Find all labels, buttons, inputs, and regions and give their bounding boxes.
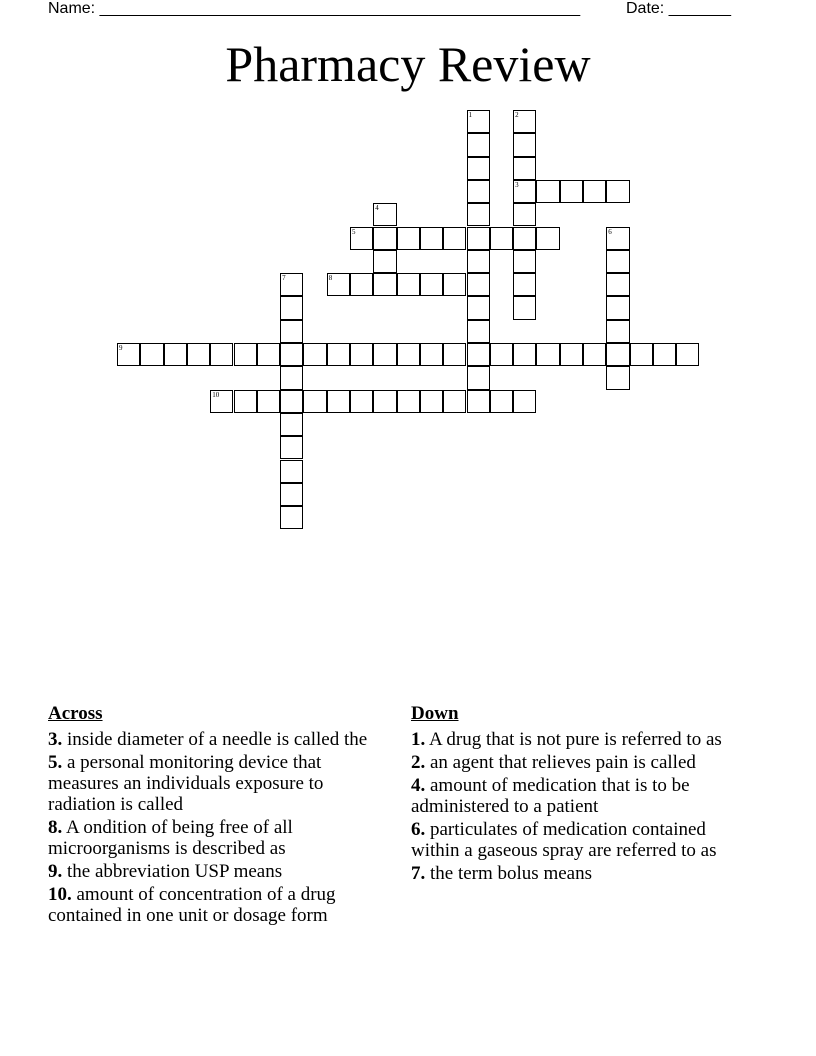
grid-cell[interactable] [513,110,536,133]
grid-cell[interactable] [606,320,629,343]
down-clue [411,729,751,750]
grid-cell[interactable] [606,227,629,250]
cell-number: 8 [328,274,333,283]
cell-number: 6 [608,227,612,236]
clue-text: A drug that is not pure is referred to as [425,729,722,750]
grid-cell[interactable] [280,483,303,506]
grid-cell[interactable] [490,390,513,413]
clue-number: 3. [48,729,63,750]
clue-text: A ondition of being free of all microorganisms is described as [48,817,293,859]
grid-cell[interactable] [606,296,629,319]
grid-cell[interactable] [630,343,653,366]
grid-cell[interactable] [606,250,629,273]
grid-cell[interactable] [467,343,490,366]
grid-cell[interactable] [513,296,536,319]
grid-cell[interactable] [560,343,583,366]
grid-cell[interactable] [606,180,629,203]
clue-text: an agent that relieves pain is called [425,752,696,773]
grid-cell[interactable] [117,343,140,366]
grid-cell[interactable] [373,273,396,296]
grid-cell[interactable] [443,343,466,366]
grid-cell[interactable] [467,320,490,343]
down-heading: Down [411,703,459,724]
grid-cell[interactable] [303,390,326,413]
grid-cell[interactable] [303,343,326,366]
grid-cell[interactable] [513,227,536,250]
grid-cell[interactable] [467,273,490,296]
grid-cell[interactable] [420,273,443,296]
clue-number: 9. [48,861,63,882]
grid-cell[interactable] [443,227,466,250]
down-clues [411,702,751,886]
grid-cell[interactable] [280,273,303,296]
grid-cell[interactable] [164,343,187,366]
grid-cell[interactable] [606,366,629,389]
grid-cell[interactable] [560,180,583,203]
grid-cell[interactable] [327,390,350,413]
grid-cell[interactable] [234,343,257,366]
grid-cell[interactable] [513,157,536,180]
down-clue [411,775,751,817]
grid-cell[interactable] [397,273,420,296]
grid-cell[interactable] [280,296,303,319]
cell-number: 7 [282,274,286,283]
grid-cell[interactable] [467,110,490,133]
grid-cell[interactable] [467,250,490,273]
grid-cell[interactable] [373,390,396,413]
grid-cell[interactable] [467,296,490,319]
grid-cell[interactable] [513,343,536,366]
cell-number: 10 [212,390,220,399]
across-clues [48,702,378,928]
clue-text: particulates of medication contained within a gaseous spray are referred to as [411,819,717,861]
grid-cell[interactable] [467,157,490,180]
grid-cell[interactable] [397,343,420,366]
grid-cell[interactable] [583,343,606,366]
clue-text: amount of medication that is to be administered to a patient [411,775,690,817]
date-field[interactable]: Date: _______ [626,0,731,17]
clue-text: the term bolus means [425,863,592,884]
grid-cell[interactable] [606,343,629,366]
grid-cell[interactable] [210,343,233,366]
cell-number: 2 [515,111,519,119]
clue-text: the abbreviation USP means [62,861,283,882]
across-clue [48,884,378,926]
grid-cell[interactable] [513,250,536,273]
grid-cell[interactable] [280,343,303,366]
grid-cell[interactable] [350,273,373,296]
clue-number: 2. [411,752,426,773]
grid-cell[interactable] [280,436,303,459]
grid-cell[interactable] [420,227,443,250]
grid-cell[interactable] [280,366,303,389]
across-clue [48,752,378,815]
grid-cell[interactable] [257,390,280,413]
grid-cell[interactable] [280,413,303,436]
grid-cell[interactable] [467,227,490,250]
grid-cell[interactable] [513,180,536,203]
clue-text: amount of concentration of a drug contained in one unit or dosage form [48,884,336,926]
grid-cell[interactable] [536,227,559,250]
clue-number: 10. [48,884,72,905]
grid-cell[interactable] [536,180,559,203]
grid-cell[interactable] [467,180,490,203]
grid-cell[interactable] [490,343,513,366]
across-heading: Across [48,703,103,724]
clue-number: 1. [411,729,426,750]
cell-number: 9 [119,344,123,352]
grid-cell[interactable] [280,320,303,343]
grid-cell[interactable] [327,273,350,296]
grid-cell[interactable] [676,343,699,366]
grid-cell[interactable] [467,203,490,226]
grid-cell[interactable] [210,390,233,413]
down-clue [411,752,751,773]
grid-cell[interactable] [653,343,676,366]
grid-cell[interactable] [420,390,443,413]
grid-cell[interactable] [140,343,163,366]
grid-cell[interactable] [373,250,396,273]
grid-cell[interactable] [257,343,280,366]
grid-cell[interactable] [536,343,559,366]
grid-cell[interactable] [490,227,513,250]
grid-cell[interactable] [350,227,373,250]
grid-cell[interactable] [467,390,490,413]
grid-cell[interactable] [373,343,396,366]
cell-number: 1 [468,111,472,119]
grid-cell[interactable] [513,390,536,413]
grid-cell[interactable] [513,133,536,156]
down-clue [411,819,751,861]
clue-text: inside diameter of a needle is called the [62,729,368,750]
name-field[interactable]: Name: ______________________________________________________ [48,0,581,17]
grid-cell[interactable] [280,390,303,413]
grid-cell[interactable] [280,460,303,483]
grid-cell[interactable] [443,273,466,296]
clue-number: 6. [411,819,426,840]
grid-cell[interactable] [443,390,466,413]
page-title: Pharmacy Review [225,36,591,92]
grid-cell[interactable] [397,390,420,413]
cell-number: 5 [352,227,356,236]
clue-text: a personal monitoring device that measures an individuals exposure to radiation is called [48,752,324,815]
grid-cell[interactable] [583,180,606,203]
clue-number: 4. [411,775,426,796]
down-clue-list [411,729,751,884]
clue-number: 7. [411,863,426,884]
grid-cell[interactable] [467,366,490,389]
clue-number: 8. [48,817,63,838]
grid-cell[interactable] [373,203,396,226]
cell-number: 3 [515,180,519,189]
clue-number: 5. [48,752,63,773]
grid-cell[interactable] [420,343,443,366]
grid-cell[interactable] [280,506,303,529]
down-clue [411,863,751,884]
grid-cell[interactable] [187,343,210,366]
grid-cell[interactable] [327,343,350,366]
grid-cell[interactable] [513,273,536,296]
grid-cell[interactable] [350,343,373,366]
grid-cell[interactable] [373,227,396,250]
across-clue [48,729,378,750]
across-clue [48,817,378,859]
grid-cell[interactable] [234,390,257,413]
grid-cell[interactable] [467,133,490,156]
grid-cell[interactable] [397,227,420,250]
grid-cell[interactable] [350,390,373,413]
grid-cell[interactable] [513,203,536,226]
across-clue [48,861,378,882]
across-clue-list [48,729,378,926]
cell-number: 4 [375,204,379,213]
grid-cell[interactable] [606,273,629,296]
